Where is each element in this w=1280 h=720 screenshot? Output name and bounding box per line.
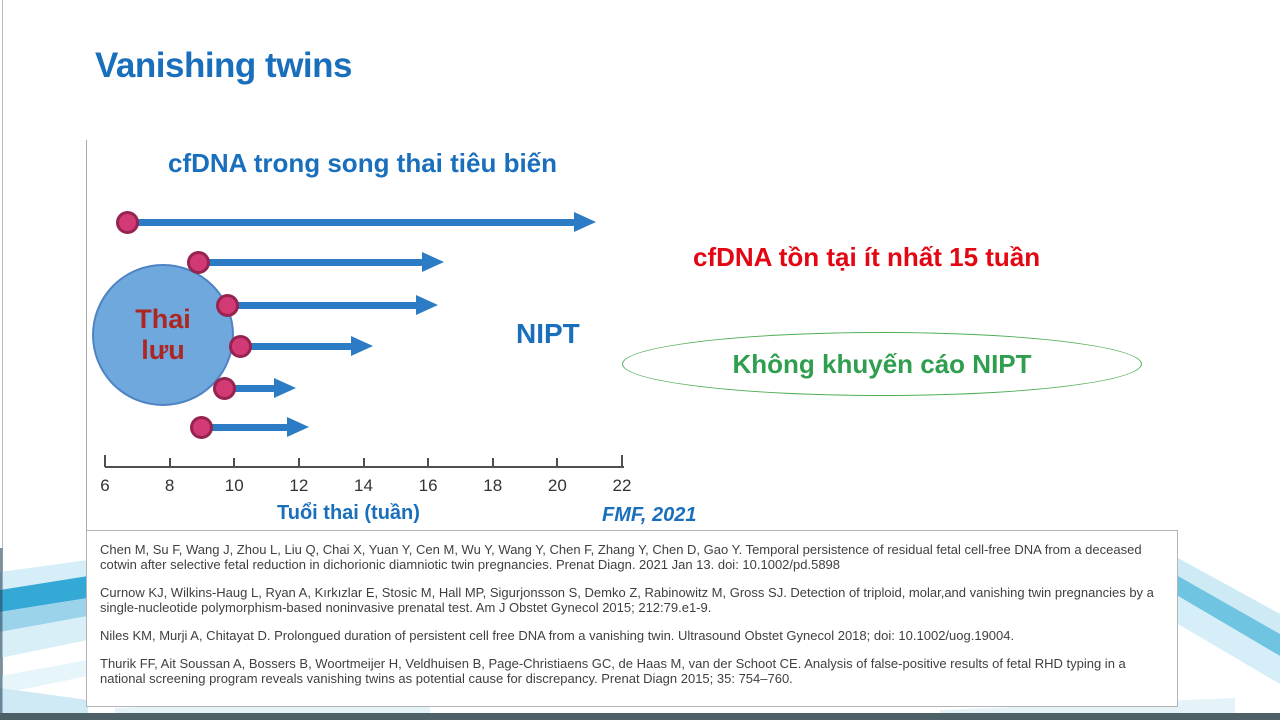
x-axis-tick (298, 458, 300, 467)
x-axis-tick-label: 12 (289, 476, 309, 495)
slide-title: Vanishing twins (95, 46, 352, 85)
recommendation-ellipse (622, 332, 1142, 396)
demise-label-line1: Thai (135, 303, 191, 334)
fetal-demise-dot (216, 294, 239, 317)
cfdna-arrow-head (351, 336, 373, 356)
x-axis-tick-label: 6 (100, 476, 110, 495)
x-axis-tick-label: 8 (164, 476, 175, 495)
x-axis-tick-label: 14 (354, 476, 373, 495)
chart-left-border-line (86, 140, 87, 532)
chart-source-label: FMF, 2021 (602, 504, 697, 526)
reference-citation: Curnow KJ, Wilkins-Haug L, Ryan A, Kırkızlar E, Stosic M, Hall MP, Sigurjonsson S, Demko Z, Rabinowitz M, Gross SJ. Detection of triploid, molar,and vanishing twin pregnancies by a single-nucleotide polymorphism-based noninvasive prenatal test. Am J Obstet Gynecol 2015; 212:79.e1-9. (100, 585, 1154, 615)
fetal-demise-dot (116, 211, 139, 234)
x-axis-tick (233, 458, 235, 467)
fetal-demise-dot (190, 416, 213, 439)
cfdna-arrow-head (416, 295, 438, 315)
fetal-demise-dot (213, 377, 236, 400)
cfdna-arrow-shaft (199, 259, 425, 266)
x-axis-tick (621, 455, 623, 467)
x-axis-line (105, 466, 624, 468)
references-panel (86, 530, 1178, 707)
cfdna-arrow-head (274, 378, 296, 398)
fetal-demise-dot (229, 335, 252, 358)
reference-citation: Chen M, Su F, Wang J, Zhou L, Liu Q, Chai X, Yuan Y, Cen M, Wu Y, Wang Y, Chen F, Zhang Y, Chen D, Gao Y. Temporal persistence of residual fetal cell-free DNA from a deceased cotwin after selective fetal reduction in dichorionic diamniotic twin pregnancies. Prenat Diagn. 2021 Jan 13. doi: 10.1002/pd.5898 (100, 542, 1142, 572)
cfdna-arrow-shaft (241, 343, 353, 350)
cfdna-arrow-head (287, 417, 309, 437)
x-axis-tick (363, 458, 365, 467)
x-axis-tick-label: 22 (612, 476, 632, 495)
cfdna-persistence-note: cfDNA tồn tại ít nhất 15 tuần (693, 242, 1041, 272)
chart-title: cfDNA trong song thai tiêu biến (168, 148, 558, 178)
fetal-demise-dot (187, 251, 210, 274)
x-axis-tick-label: 10 (224, 476, 244, 495)
demise-label-line2: lưu (141, 335, 185, 365)
wave-decoration-bottom-left (0, 548, 88, 713)
cfdna-arrow-shaft (128, 219, 577, 226)
x-axis-tick (104, 455, 106, 467)
x-axis-tick-label: 20 (547, 476, 567, 495)
x-axis-title: Tuổi thai (tuần) (277, 502, 420, 524)
recommendation-text: Không khuyến cáo NIPT (732, 348, 1032, 379)
cfdna-arrow-head (574, 212, 596, 232)
reference-citation: Niles KM, Murji A, Chitayat D. Prolongued duration of persistent cell free DNA from a vanishing twin. Ultrasound Obstet Gynecol 2018; doi: 10.1002/uog.19004. (100, 628, 1015, 643)
x-axis-tick (427, 458, 429, 467)
footer-bar (0, 713, 1280, 720)
cfdna-arrow-shaft (202, 424, 289, 431)
nipt-label: NIPT (516, 318, 580, 349)
x-axis-tick-label: 16 (418, 476, 438, 495)
x-axis-tick (492, 458, 494, 467)
cfdna-arrow-head (422, 252, 444, 272)
reference-citation: Thurik FF, Ait Soussan A, Bossers B, Woortmeijer H, Veldhuisen B, Page-Christiaens GC, de Haas M, van der Schoot CE. Analysis of false-positive results of fetal RHD typing in a national screening program reveals vanishing twins as potential cause for discrepancy. Prenat Diagn 2015; 35: 754–760. (100, 656, 1126, 686)
wave-decoration-bottom-right (1178, 552, 1280, 711)
x-axis-tick (556, 458, 558, 467)
x-axis-tick-label: 18 (483, 476, 503, 495)
x-axis-tick (169, 458, 171, 467)
cfdna-arrow-shaft (228, 302, 418, 309)
